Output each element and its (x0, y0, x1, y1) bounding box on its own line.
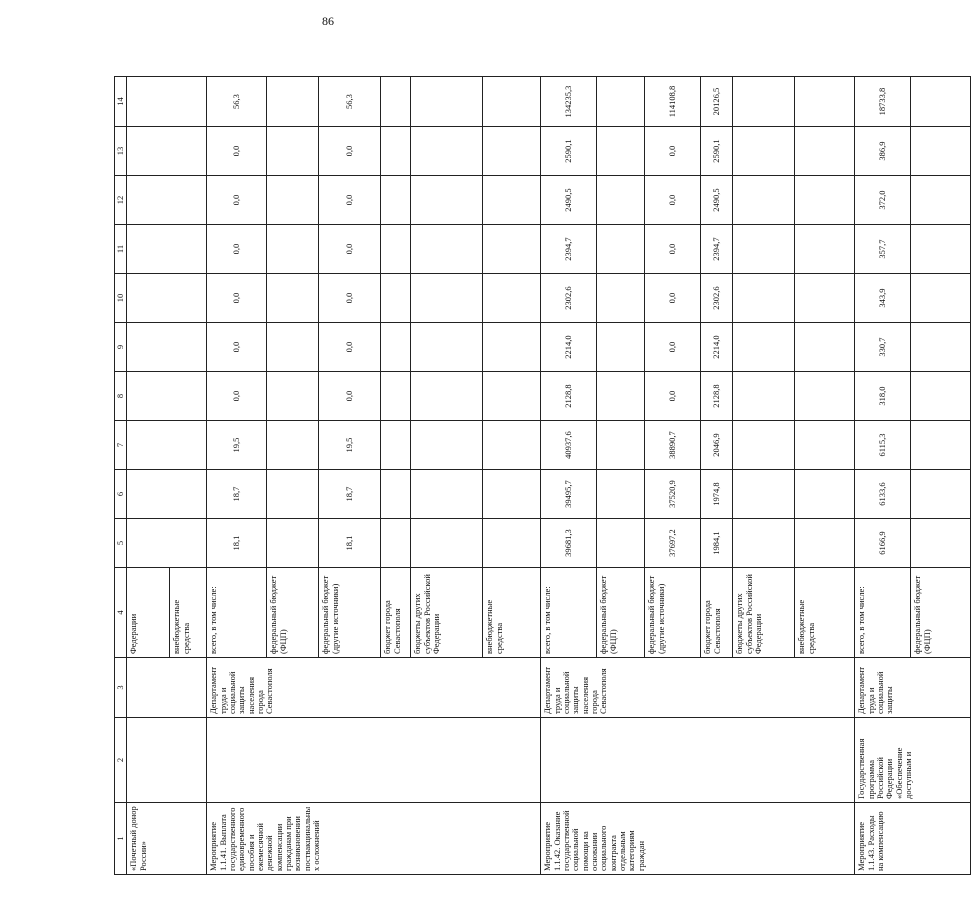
table-row (855, 77, 911, 875)
column-number: 5 (115, 519, 127, 568)
program-cell: Государственная программа Российской Федерации «Обеспечение доступным и (855, 718, 971, 803)
value-cell: 20126,5 (701, 77, 733, 127)
value-cell (381, 519, 411, 568)
value-cell (127, 127, 207, 176)
source-label: бюджеты других субъектов Российской Федерации (411, 568, 483, 658)
value-cell (795, 372, 855, 421)
executor-cell: Департамент труда и социальной защиты (855, 658, 971, 718)
value-cell (911, 470, 971, 519)
value-cell (795, 519, 855, 568)
column-number: 4 (115, 568, 127, 658)
value-cell (127, 323, 207, 372)
value-cell: 38890,7 (645, 421, 701, 470)
value-cell: 2302,6 (541, 274, 597, 323)
value-cell (381, 225, 411, 274)
source-label: бюджет города Севастополя (701, 568, 733, 658)
value-cell (267, 127, 319, 176)
source-label: внебюджетные средства (169, 568, 193, 657)
column-number: 13 (115, 127, 127, 176)
value-cell (597, 519, 645, 568)
value-cell (411, 323, 483, 372)
value-cell: 0,0 (207, 176, 267, 225)
value-cell (483, 421, 541, 470)
value-cell: 18733,8 (855, 77, 911, 127)
value-cell: 40937,6 (541, 421, 597, 470)
value-cell (795, 274, 855, 323)
value-cell (795, 470, 855, 519)
column-number: 8 (115, 372, 127, 421)
source-label: бюджеты других субъектов Российской Федерации (733, 568, 795, 658)
value-cell: 114108,8 (645, 77, 701, 127)
value-cell (597, 470, 645, 519)
value-cell (381, 421, 411, 470)
value-cell: 2490,5 (541, 176, 597, 225)
value-cell: 0,0 (207, 127, 267, 176)
value-cell (411, 421, 483, 470)
value-cell (127, 274, 207, 323)
value-cell: 2046,9 (701, 421, 733, 470)
value-cell: 37697,2 (645, 519, 701, 568)
value-cell: 18,1 (319, 519, 381, 568)
value-cell: 19,5 (319, 421, 381, 470)
value-cell (795, 127, 855, 176)
value-cell (267, 176, 319, 225)
value-cell: 56,3 (207, 77, 267, 127)
value-cell (267, 323, 319, 372)
value-cell (267, 519, 319, 568)
value-cell (267, 225, 319, 274)
financing-table (114, 76, 971, 875)
value-cell (127, 519, 207, 568)
column-number: 7 (115, 421, 127, 470)
value-cell: 6115,3 (855, 421, 911, 470)
value-cell: 37520,9 (645, 470, 701, 519)
value-cell: 0,0 (645, 274, 701, 323)
value-cell (483, 470, 541, 519)
value-cell: 318,0 (855, 372, 911, 421)
value-cell: 18,7 (319, 470, 381, 519)
value-cell (381, 323, 411, 372)
value-cell: 357,7 (855, 225, 911, 274)
table-row (541, 77, 597, 875)
value-cell (267, 274, 319, 323)
value-cell (127, 77, 207, 127)
value-cell: 0,0 (319, 176, 381, 225)
column-number: 10 (115, 274, 127, 323)
value-cell (733, 372, 795, 421)
value-cell (483, 372, 541, 421)
value-cell (267, 372, 319, 421)
source-label: всего, в том числе: (207, 568, 267, 658)
value-cell (597, 372, 645, 421)
value-cell (381, 372, 411, 421)
source-label: федеральный бюджет (другие источники) (319, 568, 381, 658)
value-cell (483, 323, 541, 372)
value-cell (381, 470, 411, 519)
value-cell (411, 176, 483, 225)
program-cell (541, 718, 855, 803)
value-cell: 2214,0 (701, 323, 733, 372)
value-cell: 1984,1 (701, 519, 733, 568)
value-cell (483, 127, 541, 176)
value-cell (597, 225, 645, 274)
value-cell: 2490,5 (701, 176, 733, 225)
value-cell (411, 77, 483, 127)
value-cell (127, 421, 207, 470)
value-cell: 0,0 (319, 274, 381, 323)
source-label: федеральный бюджет (ФЦП) (597, 568, 645, 658)
value-cell (733, 176, 795, 225)
value-cell: 0,0 (319, 225, 381, 274)
source-label: всего, в том числе: (541, 568, 597, 658)
value-cell (267, 421, 319, 470)
value-cell (795, 421, 855, 470)
program-cell (127, 718, 207, 803)
value-cell (483, 225, 541, 274)
table-body (127, 77, 971, 875)
value-cell: 18,7 (207, 470, 267, 519)
executor-cell: Департамент труда и социальной защиты населения города Севастополя (541, 658, 855, 718)
executor-cell: Департамент труда и социальной защиты населения города Севастополя (207, 658, 541, 718)
column-number-row (115, 77, 127, 875)
executor-cell (127, 658, 207, 718)
value-cell: 2394,7 (541, 225, 597, 274)
value-cell: 0,0 (207, 274, 267, 323)
value-cell (381, 77, 411, 127)
value-cell (911, 225, 971, 274)
table-row (127, 77, 207, 875)
value-cell (411, 274, 483, 323)
value-cell (127, 372, 207, 421)
value-cell: 0,0 (319, 127, 381, 176)
source-label: Федерации (128, 613, 139, 654)
value-cell: 2394,7 (701, 225, 733, 274)
value-cell (127, 176, 207, 225)
value-cell (795, 176, 855, 225)
activity-name-cell: Мероприятие 1.1.42. Оказание государственной социальной помощи на основании социального контракта отдельным категориям граждан (541, 803, 855, 875)
value-cell: 386,9 (855, 127, 911, 176)
value-cell: 2128,8 (541, 372, 597, 421)
column-number: 6 (115, 470, 127, 519)
source-label: внебюджетные средства (795, 568, 855, 658)
value-cell: 0,0 (645, 127, 701, 176)
value-cell (267, 77, 319, 127)
value-cell: 2590,1 (541, 127, 597, 176)
source-label: федеральный бюджет (другие источники) (645, 568, 701, 658)
value-cell (381, 274, 411, 323)
column-number: 3 (115, 658, 127, 718)
value-cell (733, 519, 795, 568)
value-cell (483, 519, 541, 568)
value-cell: 2128,8 (701, 372, 733, 421)
value-cell: 343,9 (855, 274, 911, 323)
program-cell (207, 718, 541, 803)
value-cell: 2302,6 (701, 274, 733, 323)
value-cell: 0,0 (207, 225, 267, 274)
value-cell: 0,0 (645, 372, 701, 421)
value-cell (597, 421, 645, 470)
value-cell: 134235,3 (541, 77, 597, 127)
value-cell (597, 176, 645, 225)
value-cell: 0,0 (207, 323, 267, 372)
value-cell: 0,0 (319, 372, 381, 421)
source-label: внебюджетные средства (483, 568, 541, 658)
value-cell (597, 77, 645, 127)
value-cell (381, 176, 411, 225)
value-cell (733, 225, 795, 274)
value-cell (483, 274, 541, 323)
value-cell (483, 176, 541, 225)
table-row (207, 77, 267, 875)
value-cell: 372,0 (855, 176, 911, 225)
value-cell (267, 470, 319, 519)
value-cell: 0,0 (207, 372, 267, 421)
value-cell: 0,0 (645, 323, 701, 372)
value-cell (411, 519, 483, 568)
value-cell (795, 323, 855, 372)
value-cell (597, 127, 645, 176)
value-cell: 0,0 (319, 323, 381, 372)
value-cell (597, 323, 645, 372)
source-cell (127, 568, 207, 658)
column-number: 2 (115, 718, 127, 803)
value-cell: 0,0 (645, 176, 701, 225)
value-cell: 1974,8 (701, 470, 733, 519)
value-cell: 2590,1 (701, 127, 733, 176)
source-label: федеральный бюджет (ФЦП) (911, 568, 971, 658)
column-number: 1 (115, 803, 127, 875)
value-cell (733, 127, 795, 176)
value-cell (795, 77, 855, 127)
source-label: бюджет города Севастополя (381, 568, 411, 658)
column-number: 14 (115, 77, 127, 127)
column-number: 9 (115, 323, 127, 372)
value-cell (911, 421, 971, 470)
value-cell (733, 274, 795, 323)
activity-name-cell: Мероприятие 1.1.41. Выплата государственного единовременного пособия и ежемесячной денежной компенсации гражданам при возникновении поствакцинальных осложнений (207, 803, 541, 875)
value-cell (411, 470, 483, 519)
page-number: 86 (322, 14, 334, 28)
value-cell (911, 372, 971, 421)
value-cell (411, 372, 483, 421)
value-cell (911, 176, 971, 225)
value-cell (597, 274, 645, 323)
value-cell (911, 77, 971, 127)
value-cell (733, 323, 795, 372)
source-label: всего, в том числе: (855, 568, 911, 658)
value-cell: 56,3 (319, 77, 381, 127)
column-number: 12 (115, 176, 127, 225)
value-cell (411, 225, 483, 274)
value-cell (911, 519, 971, 568)
value-cell: 330,7 (855, 323, 911, 372)
activity-name-cell: «Почетный донор России» (127, 803, 207, 875)
value-cell: 18,1 (207, 519, 267, 568)
value-cell (483, 77, 541, 127)
value-cell (733, 421, 795, 470)
value-cell (733, 470, 795, 519)
activity-name-cell: Мероприятие 1.1.43. Расходы на компенсацию (855, 803, 971, 875)
value-cell: 39681,3 (541, 519, 597, 568)
source-label: федеральный бюджет (ФЦП) (267, 568, 319, 658)
value-cell: 0,0 (645, 225, 701, 274)
value-cell (795, 225, 855, 274)
value-cell (911, 323, 971, 372)
value-cell: 19,5 (207, 421, 267, 470)
value-cell: 6166,9 (855, 519, 911, 568)
value-cell (911, 127, 971, 176)
value-cell (381, 127, 411, 176)
value-cell (733, 77, 795, 127)
value-cell (127, 470, 207, 519)
value-cell (411, 127, 483, 176)
value-cell: 39495,7 (541, 470, 597, 519)
value-cell (127, 225, 207, 274)
value-cell: 2214,0 (541, 323, 597, 372)
value-cell (911, 274, 971, 323)
column-number: 11 (115, 225, 127, 274)
value-cell: 6133,6 (855, 470, 911, 519)
